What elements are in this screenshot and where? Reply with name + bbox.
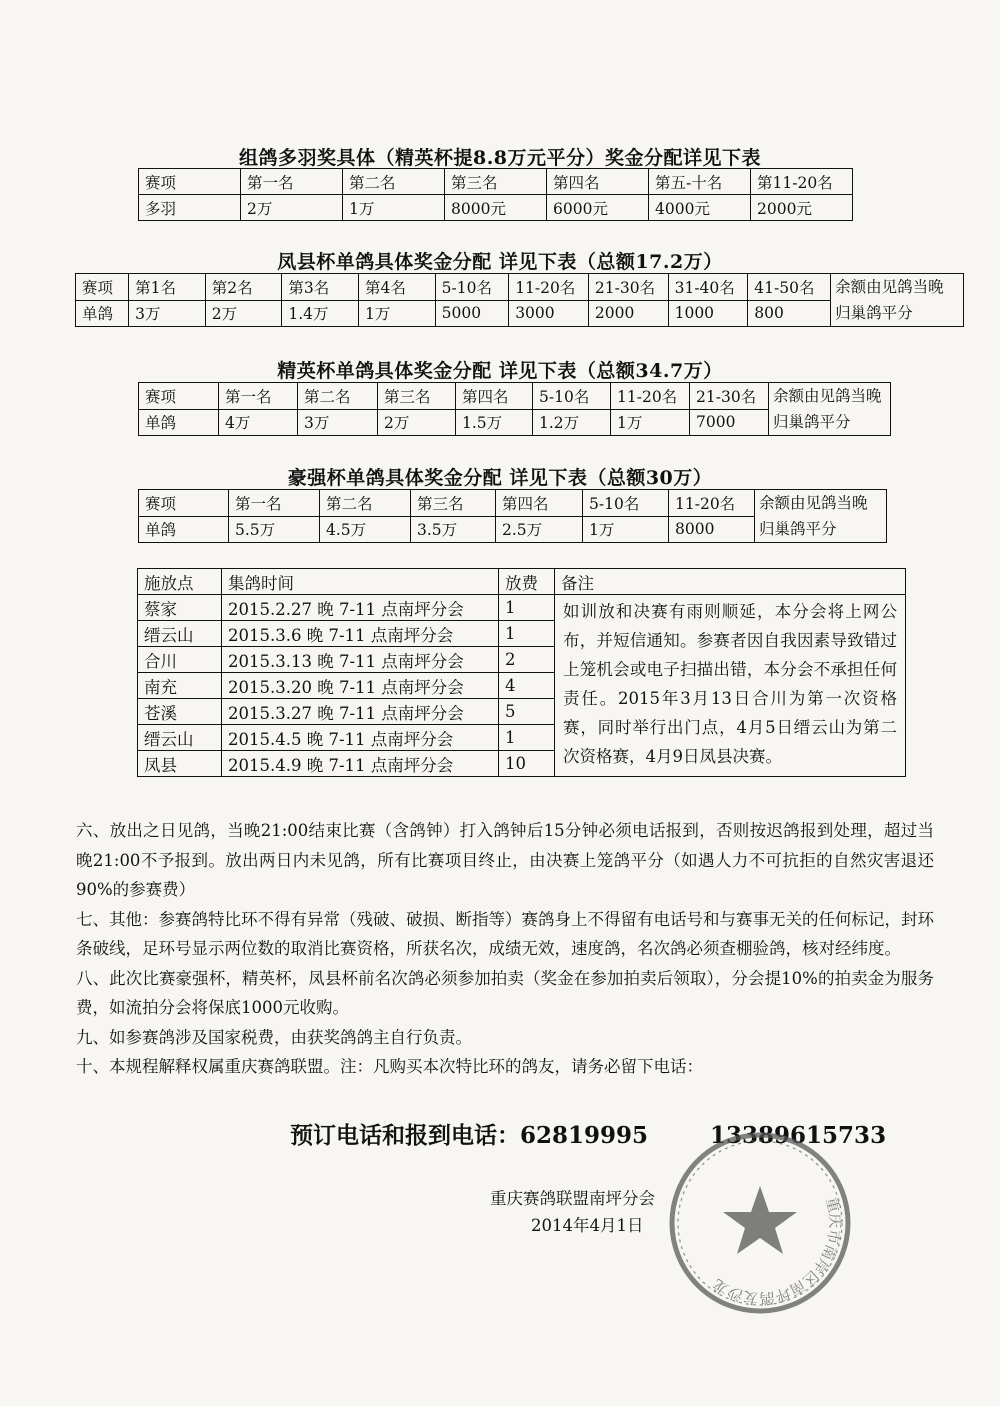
footer-date: 2014年4月1日 bbox=[531, 1216, 644, 1235]
t2-c8: 1000 bbox=[668, 300, 748, 327]
t3-title: 精英杯单鸽具体奖金分配 详见下表（总额34.7万） bbox=[277, 360, 723, 382]
t3-c7: 7000 bbox=[690, 409, 769, 436]
t1-c5: 4000元 bbox=[649, 195, 751, 221]
t4-c0: 单鸽 bbox=[139, 516, 229, 543]
t3-c2: 3万 bbox=[298, 409, 378, 436]
seal-stamp-icon bbox=[665, 1128, 855, 1318]
t1-c6: 2000元 bbox=[751, 195, 853, 221]
t4-c1: 5.5万 bbox=[229, 516, 320, 543]
schedule-table bbox=[137, 568, 906, 777]
t3-h0: 赛项 bbox=[139, 383, 219, 410]
t2-c1: 3万 bbox=[129, 300, 206, 327]
t3-h7: 21-30名 bbox=[690, 383, 769, 410]
schedule-site: 凤县 bbox=[138, 751, 222, 777]
t1-title: 组鸽多羽奖具体（精英杯提8.8万元平分）奖金分配详见下表 bbox=[238, 147, 762, 169]
schedule-time: 2015.2.27 晚 7-11 点南坪分会 bbox=[222, 595, 499, 621]
t2-h8: 31-40名 bbox=[668, 274, 748, 301]
t4-c2: 4.5万 bbox=[320, 516, 411, 543]
t4-h1: 第一名 bbox=[229, 490, 320, 517]
schedule-site: 蔡家 bbox=[138, 595, 222, 621]
contact-label: 预订电话和报到电话： bbox=[290, 1122, 520, 1149]
t2-h0: 赛项 bbox=[76, 274, 129, 301]
seal-text: 重庆市南岸区南坪鸽友沙龙 bbox=[709, 1195, 845, 1308]
t2-h1: 第1名 bbox=[129, 274, 206, 301]
schedule-time: 2015.4.9 晚 7-11 点南坪分会 bbox=[222, 751, 499, 777]
t1-h6: 第11-20名 bbox=[751, 169, 853, 195]
t4-c5: 1万 bbox=[583, 516, 669, 543]
t3-c0: 单鸽 bbox=[139, 409, 219, 436]
schedule-time: 2015.4.5 晚 7-11 点南坪分会 bbox=[222, 725, 499, 751]
t2-h9: 41-50名 bbox=[748, 274, 831, 301]
t1-table bbox=[138, 168, 853, 221]
t4-h6: 11-20名 bbox=[669, 490, 755, 517]
t3-h3: 第三名 bbox=[378, 383, 456, 410]
schedule-site: 缙云山 bbox=[138, 621, 222, 647]
t3-header-row bbox=[139, 383, 891, 410]
schedule-fee: 10 bbox=[499, 751, 555, 777]
t2-c5: 5000 bbox=[435, 300, 509, 327]
t2-h5: 5-10名 bbox=[435, 274, 509, 301]
t4-title: 豪强杯单鸽具体奖金分配 详见下表（总额30万） bbox=[287, 467, 713, 489]
t3-h2: 第二名 bbox=[298, 383, 378, 410]
t3-h6: 11-20名 bbox=[611, 383, 690, 410]
t2-h3: 第3名 bbox=[282, 274, 359, 301]
contact-phone-2: 13389615733 bbox=[710, 1122, 887, 1149]
schedule-time: 2015.3.13 晚 7-11 点南坪分会 bbox=[222, 647, 499, 673]
t3-h4: 第四名 bbox=[456, 383, 533, 410]
schedule-row bbox=[138, 595, 906, 621]
t4-h4: 第四名 bbox=[496, 490, 583, 517]
t4-header-row bbox=[139, 490, 887, 517]
t1-c0: 多羽 bbox=[139, 195, 241, 221]
rule-10: 十、本规程解释权属重庆赛鸽联盟。注：凡购买本次特比环的鸽友，请务必留下电话： bbox=[76, 1057, 703, 1076]
t2-c2: 2万 bbox=[205, 300, 282, 327]
t1-c2: 1万 bbox=[343, 195, 445, 221]
t2-c6: 3000 bbox=[509, 300, 589, 327]
contact-phone-1: 62819995 bbox=[520, 1122, 649, 1149]
schedule-site: 缙云山 bbox=[138, 725, 222, 751]
rule-7: 七、其他：参赛鸽特比环不得有异常（残破、破损、断指等）赛鸽身上不得留有电话号和与赛事无关的任何标记，封环条破线，足环号显示两位数的取消比赛资格，所获名次，成绩无效，速度鸽，名次鸽必须查棚验鸽，核对经纬度。 bbox=[76, 909, 934, 958]
t1-data-row bbox=[139, 195, 853, 221]
t4-h2: 第二名 bbox=[320, 490, 411, 517]
schedule-h3: 备注 bbox=[555, 569, 906, 595]
t3-c4: 1.5万 bbox=[456, 409, 533, 436]
footer-org: 重庆赛鸽联盟南坪分会 bbox=[490, 1189, 655, 1208]
schedule-header-row bbox=[138, 569, 906, 595]
schedule-fee: 1 bbox=[499, 621, 555, 647]
t1-h2: 第二名 bbox=[343, 169, 445, 195]
t4-note: 余额由见鸽当晚归巢鸽平分 bbox=[755, 490, 887, 543]
t2-h7: 21-30名 bbox=[588, 274, 668, 301]
schedule-time: 2015.3.27 晚 7-11 点南坪分会 bbox=[222, 699, 499, 725]
rule-9: 九、如参赛鸽涉及国家税费，由获奖鸽鸽主自行负责。 bbox=[76, 1027, 472, 1047]
t1-h4: 第四名 bbox=[547, 169, 649, 195]
schedule-site: 南充 bbox=[138, 673, 222, 699]
rule-6: 六、放出之日见鸽，当晚21:00结束比赛（含鸽钟）打入鸽钟后15分钟必须电话报到，否则按迟鸽报到处理，超过当晚21:00不予报到。放出两日内未见鸽，所有比赛项目终止，由决赛上笼鸽平分（如遇人力不可抗拒的自然灾害退还90%的参赛费） bbox=[76, 821, 934, 899]
schedule-note: 如训放和决赛有雨则顺延，本分会将上网公布，并短信通知。参赛者因自我因素导致错过上笼机会或电子扫描出错，本分会不承担任何责任。2015年3月13日合川为第一次资格赛，同时举行出门点，4月5日缙云山为第二次资格赛，4月9日凤县决赛。 bbox=[555, 595, 906, 777]
t2-h2: 第2名 bbox=[205, 274, 282, 301]
t3-c6: 1万 bbox=[611, 409, 690, 436]
t4-c6: 8000 bbox=[669, 516, 755, 543]
schedule-time: 2015.3.6 晚 7-11 点南坪分会 bbox=[222, 621, 499, 647]
t1-c4: 6000元 bbox=[547, 195, 649, 221]
schedule-site: 苍溪 bbox=[138, 699, 222, 725]
schedule-h2: 放费 bbox=[499, 569, 555, 595]
t2-c7: 2000 bbox=[588, 300, 668, 327]
schedule-fee: 1 bbox=[499, 725, 555, 751]
schedule-fee: 4 bbox=[499, 673, 555, 699]
t3-h1: 第一名 bbox=[219, 383, 298, 410]
t4-c3: 3.5万 bbox=[411, 516, 496, 543]
t4-c4: 2.5万 bbox=[496, 516, 583, 543]
t2-c0: 单鸽 bbox=[76, 300, 129, 327]
rules-section bbox=[76, 816, 934, 1082]
t4-h0: 赛项 bbox=[139, 490, 229, 517]
schedule-fee: 1 bbox=[499, 595, 555, 621]
t1-c3: 8000元 bbox=[445, 195, 547, 221]
t2-h4: 第4名 bbox=[359, 274, 436, 301]
t4-h5: 5-10名 bbox=[583, 490, 669, 517]
schedule-fee: 5 bbox=[499, 699, 555, 725]
t3-c5: 1.2万 bbox=[533, 409, 611, 436]
t4-h3: 第三名 bbox=[411, 490, 496, 517]
t3-table bbox=[138, 382, 891, 436]
schedule-time: 2015.3.20 晚 7-11 点南坪分会 bbox=[222, 673, 499, 699]
t1-h3: 第三名 bbox=[445, 169, 547, 195]
t1-h0: 赛项 bbox=[139, 169, 241, 195]
t2-c9: 800 bbox=[748, 300, 831, 327]
t2-table bbox=[75, 273, 964, 327]
schedule-h0: 施放点 bbox=[138, 569, 222, 595]
t3-h5: 5-10名 bbox=[533, 383, 611, 410]
schedule-site: 合川 bbox=[138, 647, 222, 673]
t2-data-row bbox=[76, 300, 964, 327]
t2-note: 余额由见鸽当晚归巢鸽平分 bbox=[831, 274, 964, 327]
t2-h6: 11-20名 bbox=[509, 274, 589, 301]
t1-header-row bbox=[139, 169, 853, 195]
t1-c1: 2万 bbox=[241, 195, 343, 221]
t2-header-row bbox=[76, 274, 964, 301]
schedule-h1: 集鸽时间 bbox=[222, 569, 499, 595]
t2-title: 凤县杯单鸽具体奖金分配 详见下表（总额17.2万） bbox=[277, 251, 723, 273]
t3-note: 余额由见鸽当晚归巢鸽平分 bbox=[769, 383, 891, 436]
t3-c1: 4万 bbox=[219, 409, 298, 436]
schedule-fee: 2 bbox=[499, 647, 555, 673]
t2-c4: 1万 bbox=[359, 300, 436, 327]
t1-h5: 第五-十名 bbox=[649, 169, 751, 195]
t2-c3: 1.4万 bbox=[282, 300, 359, 327]
rule-8: 八、此次比赛豪强杯，精英杯，凤县杯前名次鸽必须参加拍卖（奖金在参加拍卖后领取），分会提10%的拍卖金为服务费，如流拍分会将保底1000元收购。 bbox=[76, 968, 934, 1017]
t1-h1: 第一名 bbox=[241, 169, 343, 195]
t4-table bbox=[138, 489, 887, 543]
t3-c3: 2万 bbox=[378, 409, 456, 436]
